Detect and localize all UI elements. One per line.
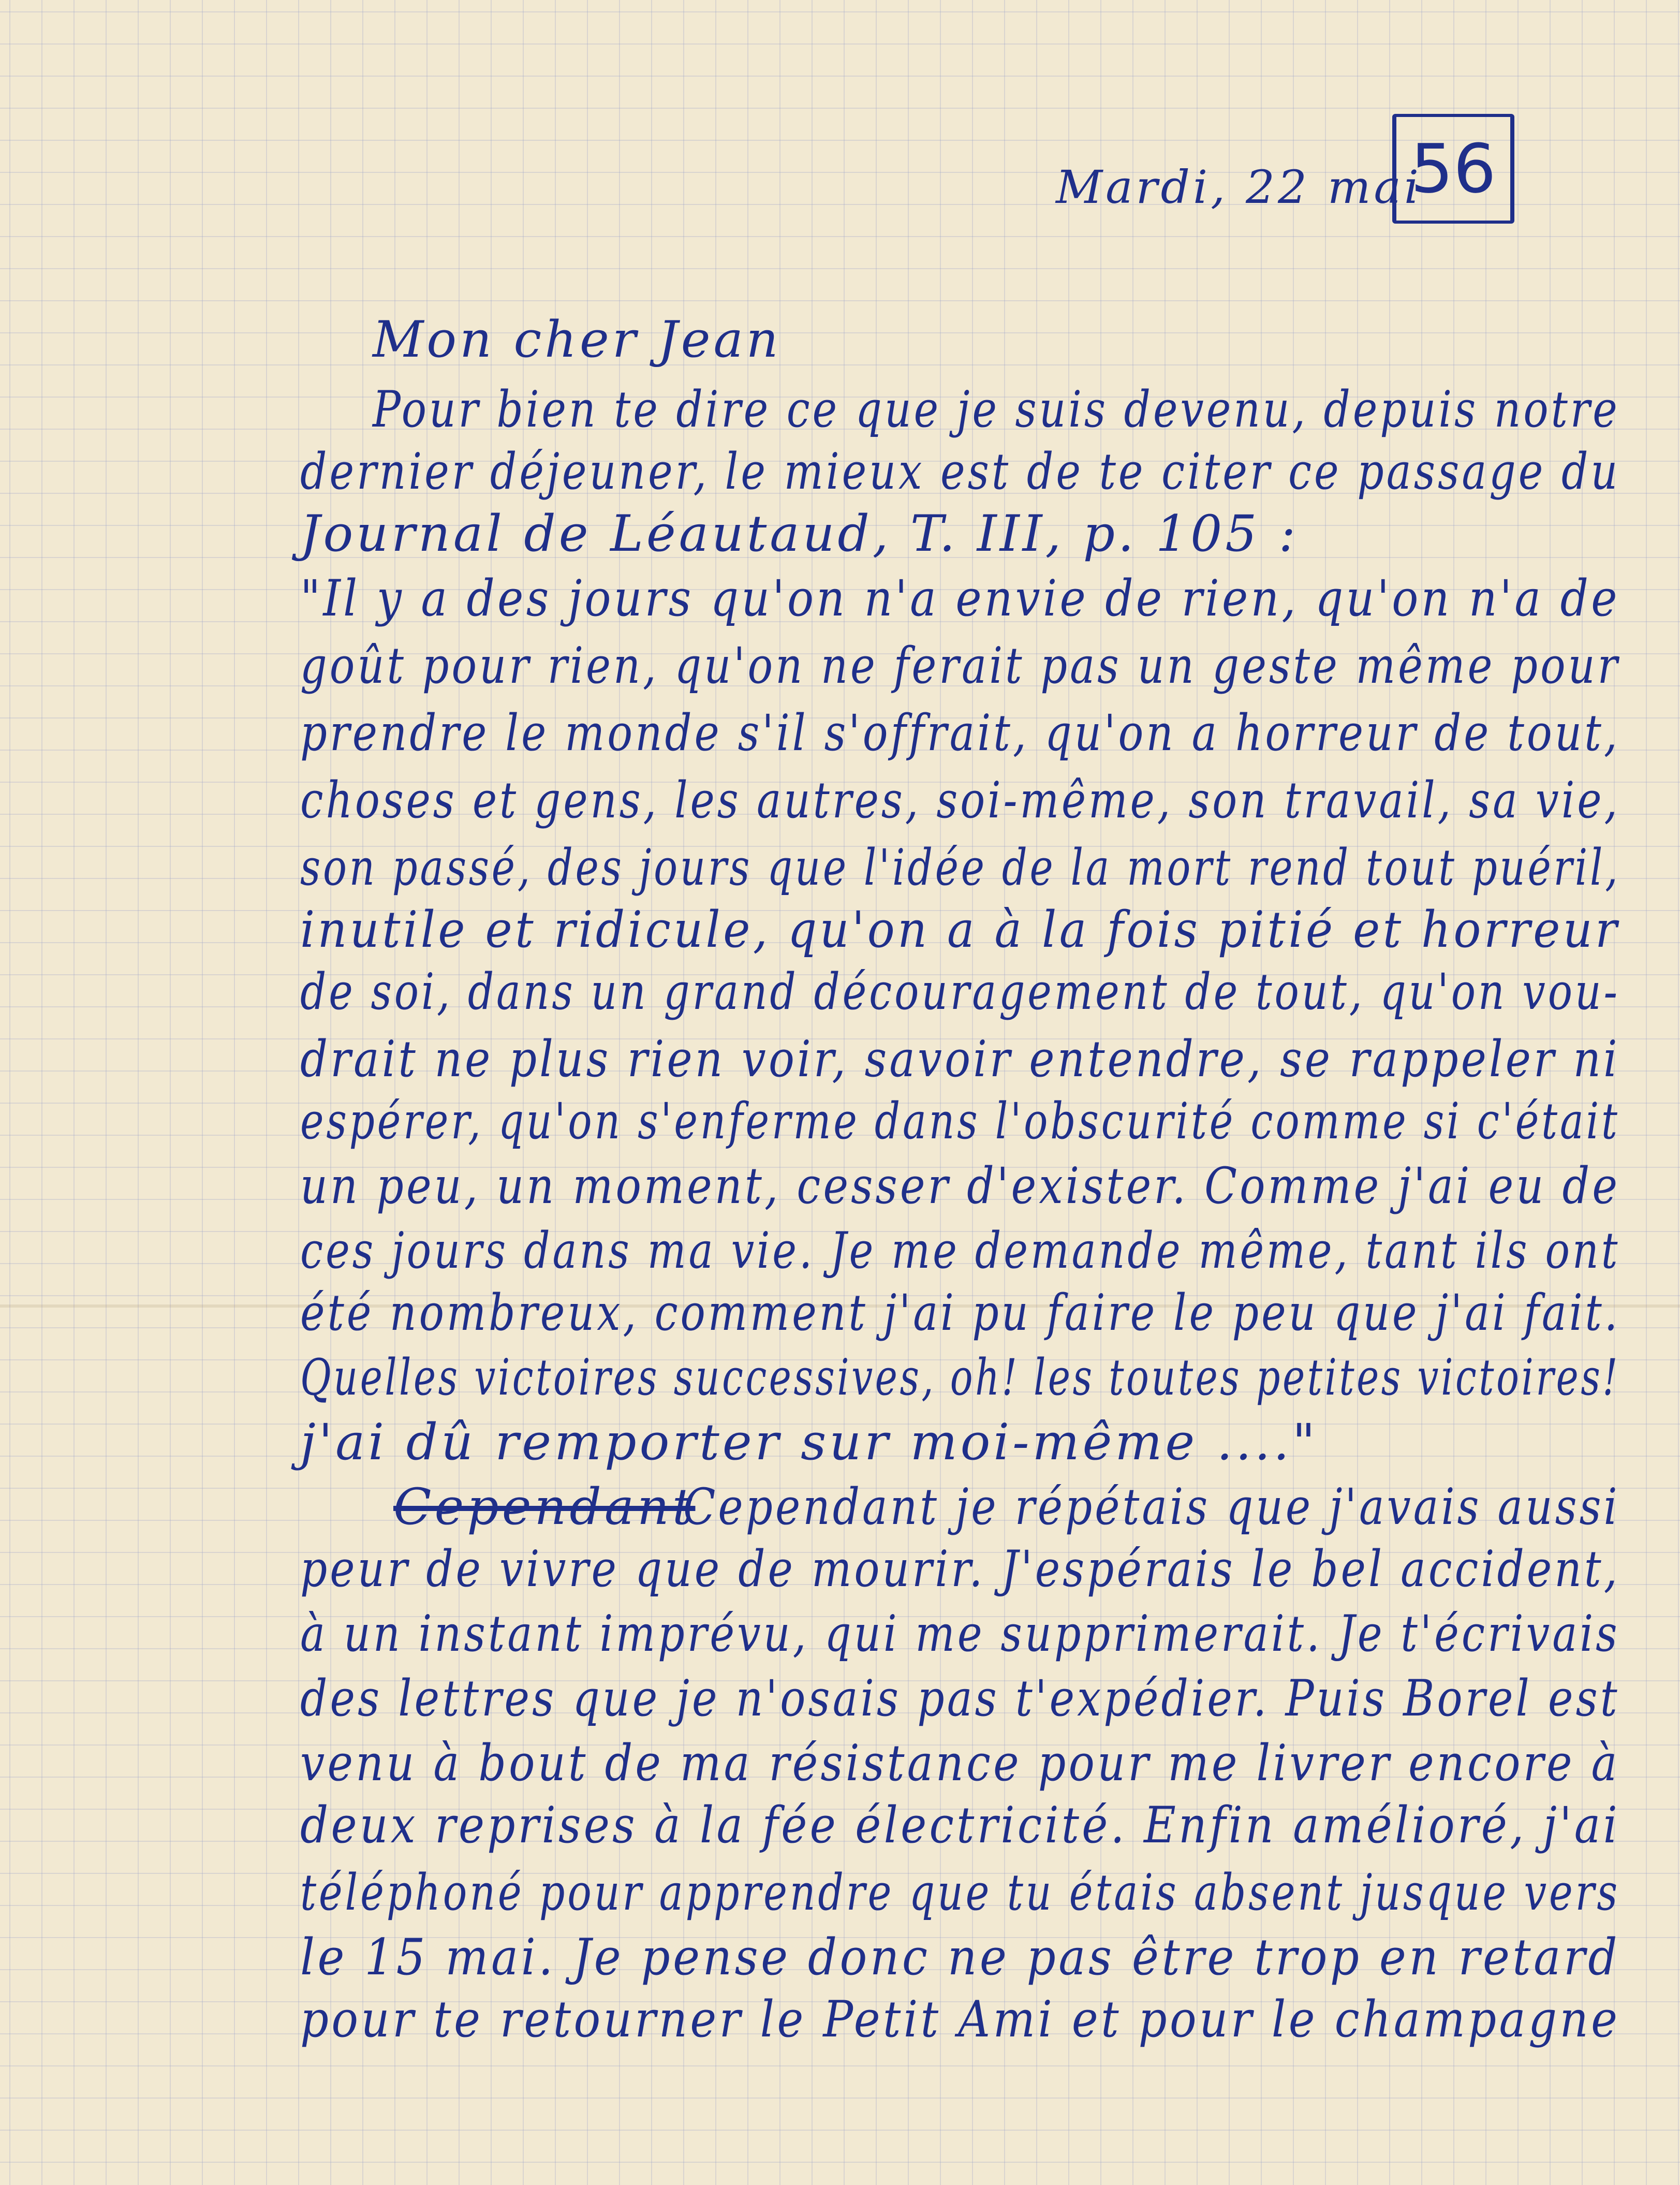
- page-number: 56: [1392, 114, 1514, 224]
- text-line: espérer, qu'on s'enferme dans l'obscurité comme si c'était: [300, 1092, 1620, 1150]
- text-line: Journal de Léautaud, T. III, p. 105 :: [300, 505, 1299, 563]
- text-line: choses et gens, les autres, soi-même, son travail, sa vie,: [300, 771, 1620, 829]
- text-line: venu à bout de ma résistance pour me livrer encore à: [300, 1734, 1620, 1792]
- struck-out-word: Cependant: [393, 1478, 696, 1536]
- text-line: Quelles victoires successives, oh! les toutes petites victoires!: [300, 1348, 1620, 1406]
- text-line: j'ai dû remporter sur moi-même ....": [300, 1413, 1318, 1471]
- text-line: Pour bien te dire ce que je suis devenu, depuis notre: [373, 380, 1620, 438]
- text-line: dernier déjeuner, le mieux est de te citer ce passage du: [300, 443, 1620, 501]
- text-line: le 15 mai. Je pense donc ne pas être trop en retard: [300, 1928, 1620, 1986]
- text-line: Cependant je répétais que j'avais aussi: [683, 1478, 1620, 1536]
- text-line: de soi, dans un grand découragement de tout, qu'on vou-: [300, 963, 1620, 1021]
- text-line: deux reprises à la fée électricité. Enfin amélioré, j'ai: [300, 1796, 1620, 1854]
- text-line: des lettres que je n'osais pas t'expédier. Puis Borel est: [300, 1669, 1620, 1727]
- text-line: pour te retourner le Petit Ami et pour le champagne: [300, 1990, 1620, 2048]
- text-line: inutile et ridicule, qu'on a à la fois pitié et horreur: [300, 901, 1620, 959]
- text-line: son passé, des jours que l'idée de la mort rend tout puéril,: [300, 839, 1620, 897]
- salutation: Mon cher Jean: [373, 311, 782, 369]
- text-line: à un instant imprévu, qui me supprimerait. Je t'écrivais: [300, 1605, 1620, 1663]
- text-line: goût pour rien, qu'on ne ferait pas un geste même pour: [300, 637, 1620, 695]
- text-line: ces jours dans ma vie. Je me demande même, tant ils ont: [300, 1222, 1620, 1280]
- text-line: "Il y a des jours qu'on n'a envie de rien, qu'on n'a de: [300, 569, 1620, 627]
- letter-date: Mardi, 22 mai: [1056, 160, 1422, 214]
- text-line: un peu, un moment, cesser d'exister. Comme j'ai eu de: [300, 1157, 1620, 1215]
- text-line: téléphoné pour apprendre que tu étais absent jusque vers: [300, 1864, 1620, 1922]
- text-line: peur de vivre que de mourir. J'espérais le bel accident,: [300, 1540, 1620, 1598]
- text-line: été nombreux, comment j'ai pu faire le peu que j'ai fait.: [300, 1284, 1620, 1342]
- text-line: prendre le monde s'il s'offrait, qu'on a horreur de tout,: [300, 704, 1620, 762]
- text-line: drait ne plus rien voir, savoir entendre, se rappeler ni: [300, 1030, 1620, 1088]
